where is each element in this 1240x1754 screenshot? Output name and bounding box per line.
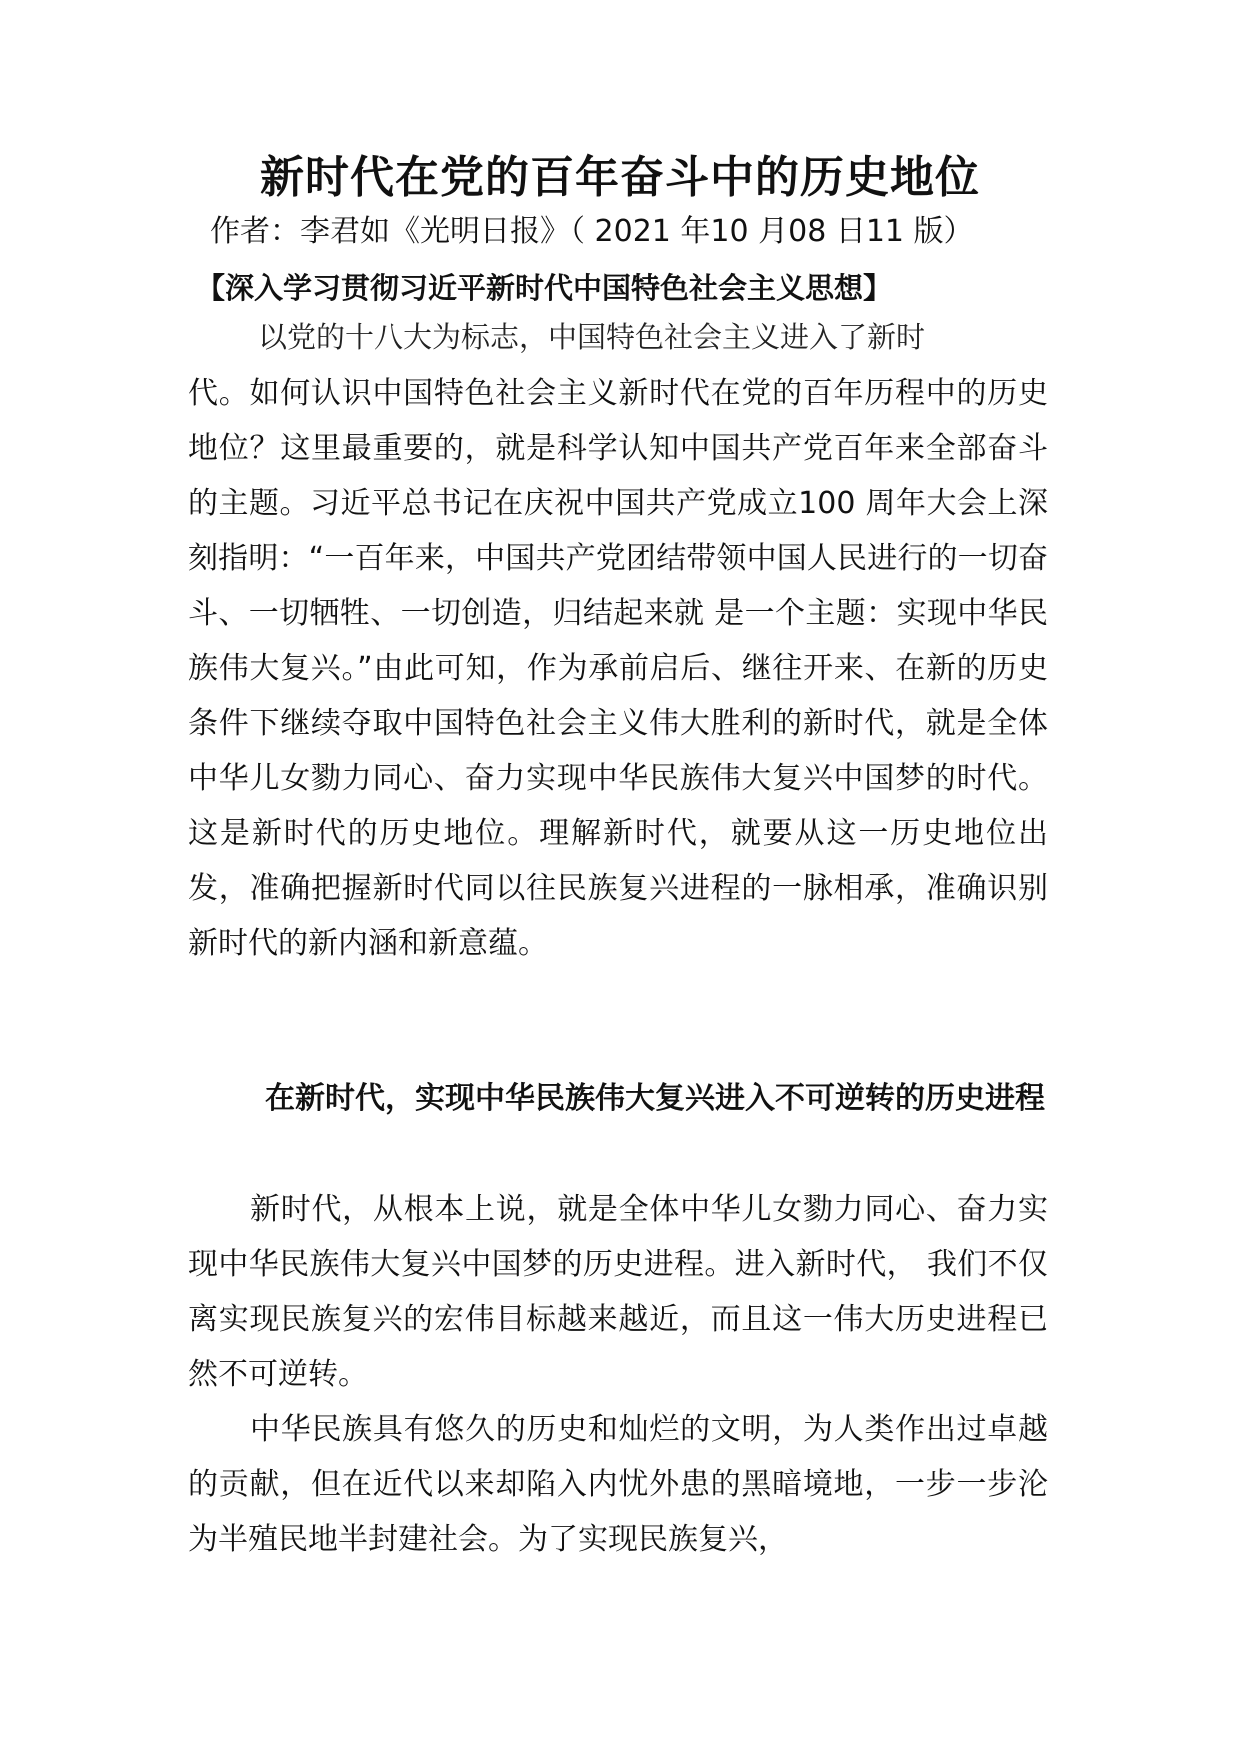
column-banner: 【深入学习贯彻习近平新时代中国特色社会主义思想】 <box>196 271 893 305</box>
article-byline: 作者：李君如《光明日报》（ 2021 年10 月08 日11 版） <box>210 214 974 249</box>
paragraph-2: 新时代，从根本上说，就是全体中华儿女勠力同心、奋力实现中华民族伟大复兴中国梦的历史进程。进入新时代， 我们不仅离实现民族复兴的宏伟目标越来越近，而且这一伟大历史进程已然不可逆转。 <box>188 1192 1048 1392</box>
section-heading: 在新时代，实现中华民族伟大复兴进入不可逆转的历史进程 <box>265 1081 1045 1116</box>
intro-first-line: 以党的十八大为标志，中国特色社会主义进入了新时 <box>258 320 926 354</box>
paragraph-3: 中华民族具有悠久的历史和灿烂的文明，为人类作出过卓越的贡献，但在近代以来却陷入内忧外患的黑暗境地，一步一步沦为半殖民地半封建社会。为了实现民族复兴， <box>188 1412 1048 1557</box>
paragraph-1: 代。如何认识中国特色社会主义新时代在党的百年历程中的历史地位？这里最重要的，就是科学认知中国共产党百年来全部奋斗的主题。习近平总书记在庆祝中国共产党成立100 周年大会上深刻指明：“一百年来，中国共产党团结带领中国人民进行的一切奋斗、一切牺牲、一切创造，归结起来就 是一个主题：实现中华民族伟大复兴。”由此可知，作为承前启后、继往开来、在新的历史条件下继续夺取中国特色社会主义伟大胜利的新时代，就是全体中华儿女勠力同心、奋力实现中华民族伟大复兴中国梦的时代。这是新时代的历史地位。理解新时代，就要从这一历史地位出发，准确把握新时代同以往民族复兴进程的一脉相承，准确识别新时代的新内涵和新意蕴。 <box>188 376 1048 961</box>
article-title: 新时代在党的百年奋斗中的历史地位 <box>260 152 980 203</box>
